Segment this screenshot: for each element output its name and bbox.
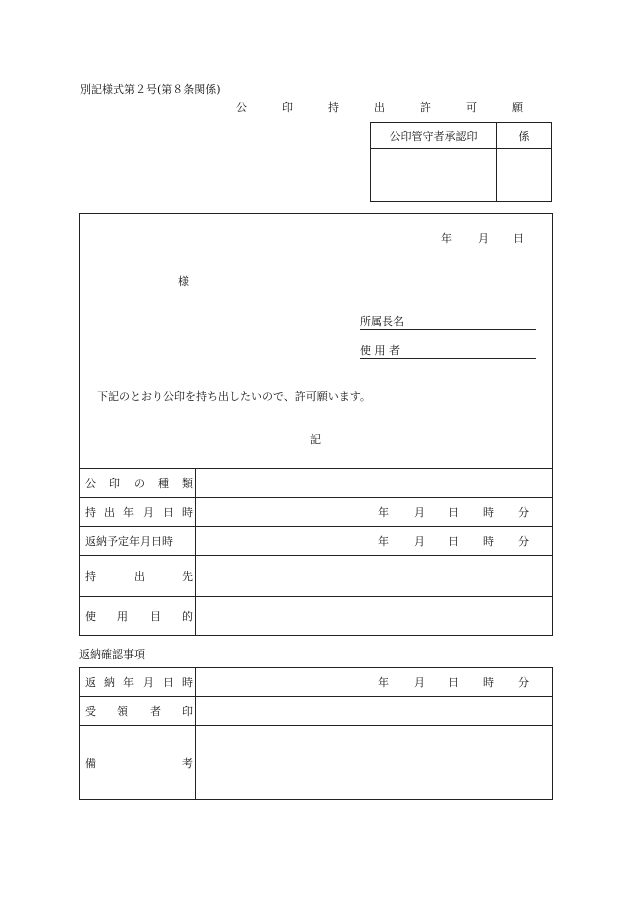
return-plan-datetime-field[interactable] <box>196 527 553 555</box>
unit-minute: 分 <box>518 506 529 519</box>
unit-day: 日 <box>448 535 459 548</box>
takeout-label-char: 持 <box>85 506 96 519</box>
takeout-label-char: 時 <box>182 506 193 519</box>
return-label-char: 返 <box>85 675 96 689</box>
receiver-label-char: 受 <box>85 705 96 718</box>
approval-stamp-box <box>370 122 552 202</box>
approval-header-seal-keeper: 公印管守者承認印 <box>371 123 497 149</box>
purpose-label-char: 使 <box>85 610 96 623</box>
user-label: 使 用 者 <box>360 344 400 357</box>
document-title: 公 印 持 出 許 可 願 <box>236 101 535 114</box>
takeout-datetime-field[interactable] <box>196 498 553 526</box>
unit-hour: 時 <box>483 675 494 689</box>
date-day-label: 日 <box>513 232 524 245</box>
unit-year: 年 <box>378 506 389 519</box>
row-purpose <box>79 596 553 635</box>
takeout-label-char: 月 <box>143 506 154 519</box>
unit-month: 月 <box>414 535 425 548</box>
return-label-char: 納 <box>104 675 115 689</box>
unit-month: 月 <box>414 506 425 519</box>
row-remarks <box>79 725 553 799</box>
remarks-field[interactable] <box>196 726 553 799</box>
takeout-label-char: 年 <box>123 506 134 519</box>
seal-type-label-char: 公 <box>85 477 96 490</box>
row-return-plan-datetime <box>79 526 553 555</box>
date-month-label: 月 <box>478 232 489 245</box>
destination-label-char: 出 <box>134 570 145 583</box>
dept-head-label: 所属長名 <box>360 315 404 328</box>
destination-field[interactable] <box>196 556 553 596</box>
unit-day: 日 <box>448 675 459 689</box>
return-plan-label: 返納予定年月日時 <box>85 535 173 548</box>
receiver-label-char: 者 <box>150 705 161 718</box>
takeout-label-char: 出 <box>104 506 115 519</box>
remarks-label-char: 考 <box>182 756 193 770</box>
unit-hour: 時 <box>483 506 494 519</box>
return-label-char: 年 <box>123 675 134 689</box>
return-label-char: 時 <box>182 675 193 689</box>
user-signature-line[interactable] <box>360 344 536 359</box>
dept-head-signature-line[interactable] <box>360 315 536 330</box>
return-label-char: 月 <box>143 675 154 689</box>
unit-month: 月 <box>414 675 425 689</box>
purpose-label-char: 目 <box>150 610 161 623</box>
receiver-label-char: 印 <box>182 705 193 718</box>
row-return-datetime <box>79 667 553 696</box>
unit-minute: 分 <box>518 535 529 548</box>
return-label-char: 日 <box>163 675 174 689</box>
row-takeout-datetime <box>79 497 553 526</box>
unit-year: 年 <box>378 675 389 689</box>
purpose-label-char: 的 <box>182 610 193 623</box>
row-receiver-seal <box>79 696 553 725</box>
addressee-suffix: 様 <box>178 275 189 288</box>
seal-type-field[interactable] <box>196 469 553 497</box>
row-destination <box>79 555 553 596</box>
return-confirmation-heading: 返納確認事項 <box>79 648 145 661</box>
destination-label-char: 持 <box>85 570 96 583</box>
remarks-label-char: 備 <box>85 756 96 770</box>
purpose-label-char: 用 <box>117 610 128 623</box>
seal-type-label-char: の <box>134 477 145 490</box>
ki-heading: 記 <box>310 433 321 446</box>
row-seal-type <box>79 468 553 497</box>
approval-header-staff: 係 <box>497 123 551 149</box>
unit-year: 年 <box>378 535 389 548</box>
purpose-field[interactable] <box>196 597 553 635</box>
seal-type-label-char: 類 <box>182 477 193 490</box>
unit-day: 日 <box>448 506 459 519</box>
seal-type-label-char: 印 <box>109 477 120 490</box>
takeout-label-char: 日 <box>163 506 174 519</box>
approval-staff-stamp-area[interactable] <box>497 149 551 201</box>
unit-minute: 分 <box>518 675 529 689</box>
date-year-label: 年 <box>441 232 452 245</box>
seal-type-label-char: 種 <box>158 477 169 490</box>
destination-label-char: 先 <box>182 570 193 583</box>
return-datetime-field[interactable] <box>196 667 553 696</box>
form-reference: 別記様式第２号(第８条関係) <box>80 83 221 96</box>
intro-text: 下記のとおり公印を持ち出したいので、許可願います。 <box>97 390 371 403</box>
receiver-label-char: 領 <box>117 705 128 718</box>
receiver-seal-field[interactable] <box>196 697 553 725</box>
unit-hour: 時 <box>483 535 494 548</box>
approval-seal-keeper-stamp-area[interactable] <box>371 149 497 201</box>
